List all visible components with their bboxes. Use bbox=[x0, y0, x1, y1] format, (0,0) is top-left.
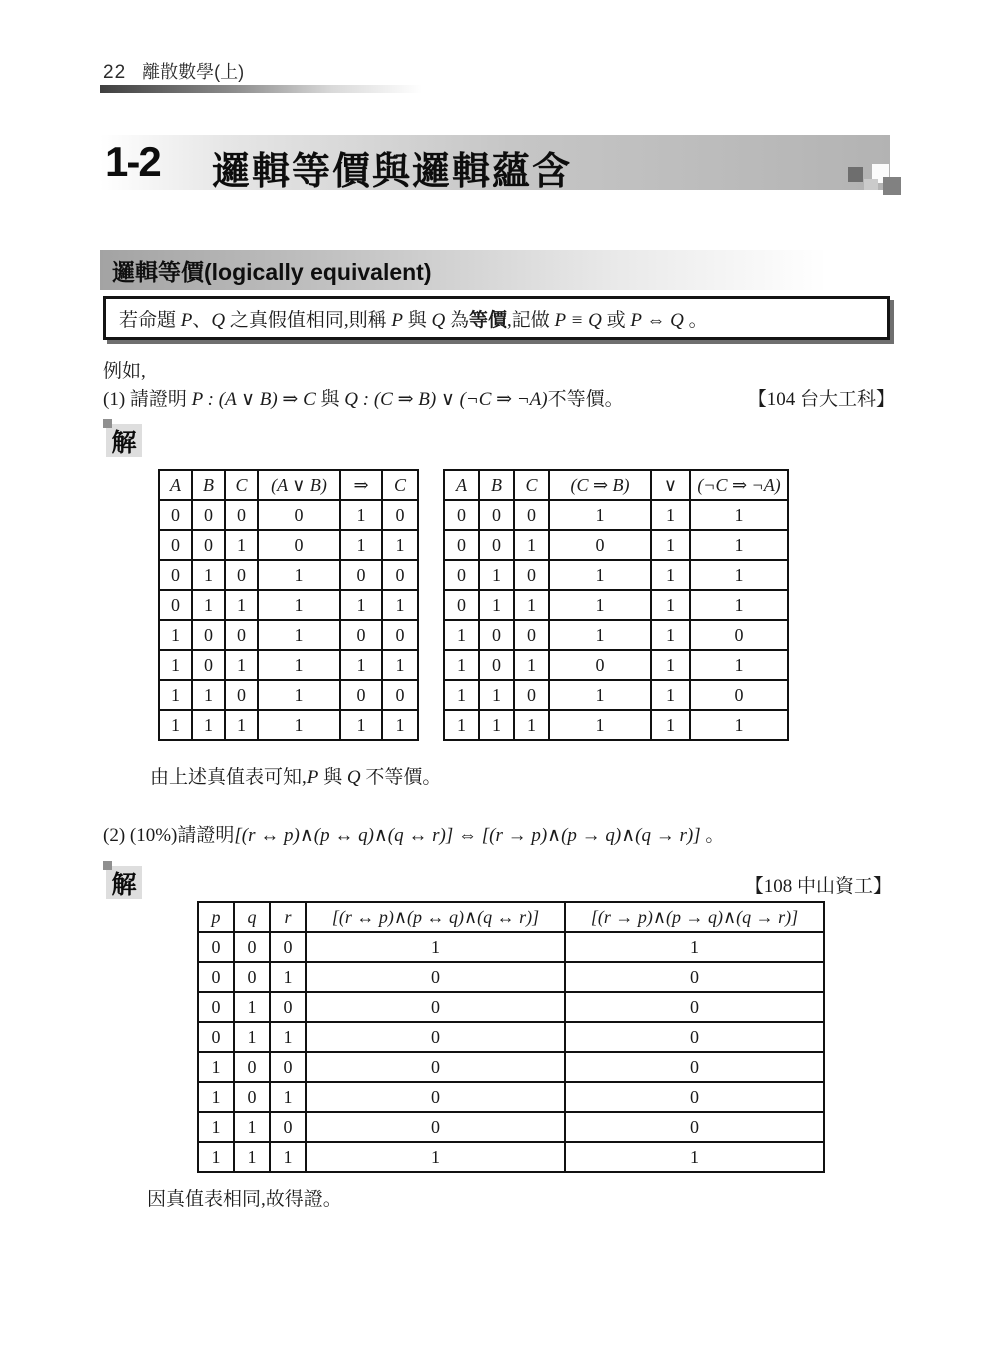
conclusion-1-segment: 不等價。 bbox=[360, 767, 442, 788]
table-cell: 0 bbox=[382, 620, 418, 650]
subsection-heading: 邏輯等價(logically equivalent) bbox=[112, 258, 432, 285]
table-cell: 1 bbox=[549, 710, 651, 740]
table-row bbox=[444, 500, 788, 530]
table-cell: 1 bbox=[234, 1142, 270, 1172]
table-cell: 1 bbox=[549, 500, 651, 530]
table-header-cell: (C ⇒ B) bbox=[549, 470, 651, 500]
table-cell: 0 bbox=[225, 680, 258, 710]
table-cell: 0 bbox=[225, 560, 258, 590]
table-cell: 0 bbox=[159, 500, 192, 530]
table-row bbox=[159, 680, 418, 710]
problem-2-suffix: 。 bbox=[700, 825, 725, 846]
table-cell: 0 bbox=[514, 680, 549, 710]
table-cell: 0 bbox=[514, 620, 549, 650]
table-header-row bbox=[159, 470, 418, 500]
table-header-cell: ∨ bbox=[651, 470, 690, 500]
math-expression: P : (A ∨ B) ⇒ C bbox=[191, 389, 316, 410]
table-cell: 0 bbox=[234, 1052, 270, 1082]
table-cell: 0 bbox=[690, 620, 788, 650]
table-cell: 1 bbox=[651, 650, 690, 680]
table-header-cell: (A ∨ B) bbox=[258, 470, 340, 500]
table-cell: 0 bbox=[479, 500, 514, 530]
table-cell: 1 bbox=[382, 650, 418, 680]
table-header-row bbox=[444, 470, 788, 500]
section-number: 1-2 bbox=[105, 138, 160, 185]
definition-segment: 與 bbox=[403, 309, 432, 331]
table-cell: 0 bbox=[225, 500, 258, 530]
table-cell: 1 bbox=[651, 710, 690, 740]
table-cell: 1 bbox=[198, 1112, 234, 1142]
table-cell: 0 bbox=[382, 500, 418, 530]
table-cell: 0 bbox=[234, 932, 270, 962]
table-cell: 1 bbox=[444, 650, 479, 680]
table-header-cell: B bbox=[192, 470, 225, 500]
math-expression: P ≡ Q bbox=[554, 309, 602, 331]
table-row bbox=[444, 620, 788, 650]
table-cell: 1 bbox=[549, 590, 651, 620]
solution-marker-2: 解 bbox=[106, 866, 142, 899]
table-header-cell: C bbox=[382, 470, 418, 500]
table-cell: 0 bbox=[198, 962, 234, 992]
table-cell: 1 bbox=[258, 560, 340, 590]
table-cell: 1 bbox=[159, 710, 192, 740]
table-row bbox=[444, 710, 788, 740]
table-cell: 1 bbox=[549, 620, 651, 650]
math-var: P bbox=[180, 309, 193, 331]
definition-box bbox=[103, 296, 890, 340]
table-header-cell: ⇒ bbox=[340, 470, 382, 500]
table-cell: 1 bbox=[690, 500, 788, 530]
conclusion-1-segment: 與 bbox=[318, 767, 347, 788]
table-row bbox=[198, 992, 824, 1022]
table-row bbox=[159, 710, 418, 740]
exam-source-1: 【104 台大工科】 bbox=[747, 389, 895, 410]
table-row bbox=[159, 560, 418, 590]
problem-2 bbox=[103, 820, 895, 847]
table-cell: 1 bbox=[159, 650, 192, 680]
table-cell: 1 bbox=[258, 590, 340, 620]
table-cell: 0 bbox=[382, 560, 418, 590]
table-cell: 0 bbox=[565, 992, 824, 1022]
table-row bbox=[444, 560, 788, 590]
definition-segment: 或 bbox=[601, 309, 631, 331]
math-var: P bbox=[391, 309, 403, 331]
table-cell: 1 bbox=[159, 620, 192, 650]
table-cell: 0 bbox=[192, 650, 225, 680]
table-cell: 1 bbox=[340, 500, 382, 530]
table-cell: 0 bbox=[306, 1082, 565, 1112]
table-cell: 1 bbox=[340, 530, 382, 560]
math-expression: Q : (C ⇒ B) ∨ (¬C ⇒ ¬A) bbox=[344, 389, 548, 410]
table-row bbox=[444, 680, 788, 710]
decorative-square-light bbox=[864, 179, 878, 190]
section-title: 邏輯等價與邏輯蘊含 bbox=[212, 151, 573, 193]
table-cell: 1 bbox=[651, 620, 690, 650]
table-cell: 0 bbox=[444, 500, 479, 530]
table-header-cell: [(r ↔ p)∧(p ↔ q)∧(q ↔ r)] bbox=[306, 902, 565, 932]
table-row bbox=[159, 590, 418, 620]
table-cell: 1 bbox=[444, 680, 479, 710]
table-cell: 1 bbox=[565, 1142, 824, 1172]
table-cell: 0 bbox=[514, 500, 549, 530]
table-cell: 1 bbox=[192, 710, 225, 740]
table-row bbox=[159, 650, 418, 680]
table-header-cell: C bbox=[514, 470, 549, 500]
table-cell: 0 bbox=[565, 1112, 824, 1142]
truth-table-equivalence bbox=[197, 901, 825, 1173]
table-cell: 1 bbox=[258, 650, 340, 680]
table-cell: 1 bbox=[479, 680, 514, 710]
table-cell: 0 bbox=[479, 620, 514, 650]
definition-segment: 之真假值相同,則稱 bbox=[225, 309, 392, 331]
table-header-cell: r bbox=[270, 902, 306, 932]
table-header-cell: q bbox=[234, 902, 270, 932]
table-cell: 0 bbox=[258, 530, 340, 560]
table-cell: 1 bbox=[382, 590, 418, 620]
table-cell: 0 bbox=[549, 650, 651, 680]
decorative-square-dark bbox=[848, 167, 863, 182]
table-cell: 1 bbox=[234, 992, 270, 1022]
conclusion-1 bbox=[150, 762, 441, 789]
table-cell: 0 bbox=[198, 1022, 234, 1052]
table-row bbox=[198, 1052, 824, 1082]
table-row bbox=[198, 1142, 824, 1172]
definition-segment: 若命題 bbox=[119, 309, 181, 331]
problem-1-statement bbox=[103, 384, 624, 411]
table-cell: 1 bbox=[258, 620, 340, 650]
table-row bbox=[159, 530, 418, 560]
math-expression: P ⇔ Q bbox=[630, 309, 684, 331]
table-cell: 0 bbox=[690, 680, 788, 710]
table-cell: 0 bbox=[225, 620, 258, 650]
table-cell: 1 bbox=[258, 710, 340, 740]
table-cell: 1 bbox=[340, 650, 382, 680]
table-cell: 1 bbox=[690, 710, 788, 740]
book-title: 離散數學(上) bbox=[142, 62, 245, 82]
table-header-cell: (¬C ⇒ ¬A) bbox=[690, 470, 788, 500]
table-cell: 1 bbox=[690, 650, 788, 680]
table-cell: 1 bbox=[651, 530, 690, 560]
table-cell: 1 bbox=[690, 530, 788, 560]
table-cell: 0 bbox=[270, 1052, 306, 1082]
table-cell: 0 bbox=[340, 620, 382, 650]
table-cell: 1 bbox=[306, 932, 565, 962]
table-cell: 1 bbox=[549, 560, 651, 590]
table-cell: 0 bbox=[444, 530, 479, 560]
table-cell: 0 bbox=[382, 680, 418, 710]
table-cell: 0 bbox=[340, 680, 382, 710]
table-cell: 0 bbox=[444, 590, 479, 620]
definition-segment: 為 bbox=[445, 309, 470, 331]
table-cell: 1 bbox=[382, 530, 418, 560]
table-cell: 1 bbox=[270, 1082, 306, 1112]
page-number: 22 bbox=[103, 62, 127, 83]
table-cell: 1 bbox=[270, 962, 306, 992]
section-banner bbox=[100, 135, 890, 193]
table-header-cell: C bbox=[225, 470, 258, 500]
table-cell: 1 bbox=[549, 680, 651, 710]
table-row bbox=[198, 962, 824, 992]
table-cell: 0 bbox=[270, 992, 306, 1022]
table-cell: 0 bbox=[306, 1052, 565, 1082]
table-row bbox=[444, 530, 788, 560]
table-cell: 1 bbox=[225, 650, 258, 680]
table-cell: 1 bbox=[690, 560, 788, 590]
exam-source-2: 【108 中山資工】 bbox=[744, 876, 892, 897]
problem-2-prefix: (2) (10%)請證明 bbox=[103, 825, 235, 846]
table-cell: 1 bbox=[270, 1142, 306, 1172]
table-cell: 1 bbox=[444, 620, 479, 650]
definition-keyword: 等價 bbox=[469, 309, 508, 331]
table-cell: 0 bbox=[159, 530, 192, 560]
example-intro: 例如, bbox=[103, 361, 146, 382]
table-header-cell: B bbox=[479, 470, 514, 500]
table-cell: 1 bbox=[340, 590, 382, 620]
table-header-cell: [(r → p)∧(p → q)∧(q → r)] bbox=[565, 902, 824, 932]
table-cell: 1 bbox=[159, 680, 192, 710]
table-cell: 0 bbox=[198, 932, 234, 962]
table-cell: 1 bbox=[479, 710, 514, 740]
table-cell: 0 bbox=[340, 560, 382, 590]
table-cell: 0 bbox=[565, 1052, 824, 1082]
table-row bbox=[159, 500, 418, 530]
table-cell: 1 bbox=[514, 650, 549, 680]
problem-1-mid: 與 bbox=[315, 389, 345, 410]
table-row bbox=[198, 932, 824, 962]
table-cell: 1 bbox=[198, 1142, 234, 1172]
table-cell: 0 bbox=[444, 560, 479, 590]
table-cell: 0 bbox=[514, 560, 549, 590]
table-cell: 1 bbox=[198, 1082, 234, 1112]
table-cell: 1 bbox=[225, 530, 258, 560]
table-cell: 1 bbox=[479, 590, 514, 620]
table-cell: 0 bbox=[565, 1022, 824, 1052]
table-cell: 1 bbox=[565, 932, 824, 962]
table-cell: 0 bbox=[306, 962, 565, 992]
running-head bbox=[103, 58, 244, 84]
table-row bbox=[159, 620, 418, 650]
table-cell: 1 bbox=[234, 1022, 270, 1052]
definition-segment: 。 bbox=[683, 309, 708, 331]
table-row bbox=[198, 1112, 824, 1142]
table-cell: 1 bbox=[651, 500, 690, 530]
decorative-square-mid bbox=[883, 177, 901, 195]
table-header-cell: A bbox=[159, 470, 192, 500]
table-cell: 1 bbox=[306, 1142, 565, 1172]
math-var: P bbox=[306, 767, 319, 788]
table-cell: 0 bbox=[159, 590, 192, 620]
table-row bbox=[444, 590, 788, 620]
table-cell: 1 bbox=[444, 710, 479, 740]
math-var: Q bbox=[346, 767, 361, 788]
table-row bbox=[444, 650, 788, 680]
table-cell: 0 bbox=[479, 530, 514, 560]
subsection-banner bbox=[100, 250, 890, 290]
definition-segment: ,記做 bbox=[507, 309, 555, 331]
math-expression: [(r ↔ p)∧(p ↔ q)∧(q ↔ r)] ⇔ [(r → p)∧(p → q)∧(q → r)] bbox=[234, 825, 701, 846]
table-cell: 1 bbox=[690, 590, 788, 620]
table-cell: 1 bbox=[651, 590, 690, 620]
table-cell: 0 bbox=[479, 650, 514, 680]
conclusion-1-segment: 由上述真值表可知, bbox=[150, 767, 307, 788]
problem-1 bbox=[103, 384, 895, 411]
table-cell: 0 bbox=[234, 962, 270, 992]
table-cell: 1 bbox=[198, 1052, 234, 1082]
math-var: Q bbox=[211, 309, 226, 331]
table-cell: 0 bbox=[270, 1112, 306, 1142]
header-gradient-rule bbox=[100, 85, 422, 93]
table-row bbox=[198, 1022, 824, 1052]
table-cell: 0 bbox=[234, 1082, 270, 1112]
definition-segment: 、 bbox=[192, 309, 212, 331]
truth-table-p bbox=[158, 469, 419, 741]
table-cell: 1 bbox=[192, 680, 225, 710]
table-row bbox=[198, 1082, 824, 1112]
table-cell: 0 bbox=[565, 962, 824, 992]
table-cell: 0 bbox=[306, 1112, 565, 1142]
table-cell: 1 bbox=[382, 710, 418, 740]
problem-1-suffix: 不等價。 bbox=[547, 389, 624, 410]
solution-marker-1: 解 bbox=[106, 424, 142, 457]
table-cell: 1 bbox=[479, 560, 514, 590]
table-cell: 1 bbox=[225, 710, 258, 740]
table-cell: 0 bbox=[258, 500, 340, 530]
table-cell: 1 bbox=[225, 590, 258, 620]
table-cell: 1 bbox=[651, 560, 690, 590]
table-cell: 0 bbox=[306, 992, 565, 1022]
table-cell: 1 bbox=[514, 530, 549, 560]
table-cell: 0 bbox=[565, 1082, 824, 1112]
table-cell: 0 bbox=[192, 530, 225, 560]
definition-text bbox=[119, 305, 708, 332]
table-cell: 1 bbox=[234, 1112, 270, 1142]
table-cell: 1 bbox=[514, 590, 549, 620]
table-cell: 0 bbox=[306, 1022, 565, 1052]
table-header-cell: p bbox=[198, 902, 234, 932]
table-cell: 0 bbox=[192, 500, 225, 530]
conclusion-2: 因真值表相同,故得證。 bbox=[147, 1189, 342, 1210]
table-cell: 0 bbox=[159, 560, 192, 590]
table-cell: 0 bbox=[270, 932, 306, 962]
table-cell: 1 bbox=[651, 680, 690, 710]
math-var: Q bbox=[431, 309, 446, 331]
table-header-cell: A bbox=[444, 470, 479, 500]
table-cell: 1 bbox=[192, 560, 225, 590]
table-cell: 1 bbox=[258, 680, 340, 710]
problem-1-prefix: (1) 請證明 bbox=[103, 389, 192, 410]
table-cell: 1 bbox=[514, 710, 549, 740]
table-cell: 0 bbox=[198, 992, 234, 1022]
table-cell: 1 bbox=[340, 710, 382, 740]
table-cell: 0 bbox=[549, 530, 651, 560]
truth-table-q bbox=[443, 469, 789, 741]
table-cell: 0 bbox=[192, 620, 225, 650]
table-cell: 1 bbox=[192, 590, 225, 620]
table-header-row bbox=[198, 902, 824, 932]
table-cell: 1 bbox=[270, 1022, 306, 1052]
